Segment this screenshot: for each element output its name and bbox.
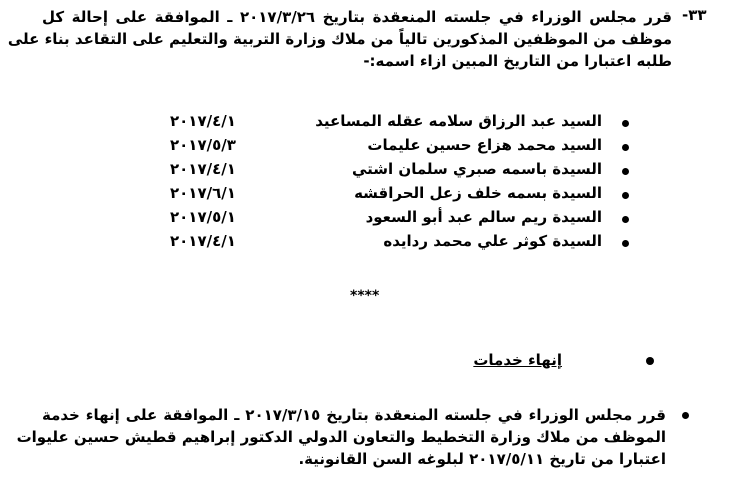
section-line-1: قرر مجلس الوزراء في جلسته المنعقدة بتاريخ ٢٠١٧/٣/١٥ ـ الموافقة على إنهاء خدمة — [42, 406, 666, 424]
section-paragraph — [16, 404, 666, 470]
list-item — [0, 136, 750, 160]
employee-name: السيد عبد الرزاق سلامه عقله المساعيد — [315, 112, 602, 130]
employee-date: ٢٠١٧/٥/١ — [170, 208, 236, 226]
employee-date: ٢٠١٧/٦/١ — [170, 184, 236, 202]
employee-date: ٢٠١٧/٤/١ — [170, 232, 236, 250]
section-line-3: اعتبارا من تاريخ ٢٠١٧/٥/١١ لبلوغه السن القانونية. — [298, 450, 666, 468]
bullet-icon — [622, 192, 629, 199]
bullet-icon — [646, 357, 654, 365]
bullet-icon — [622, 240, 629, 247]
employee-date: ٢٠١٧/٤/١ — [170, 112, 236, 130]
decision-paragraph — [7, 6, 672, 72]
employee-list — [0, 112, 750, 256]
list-item — [0, 184, 750, 208]
list-item — [0, 160, 750, 184]
decision-line-1: قرر مجلس الوزراء في جلسته المنعقدة بتاريخ ٢٠١٧/٣/٢٦ ـ الموافقة على إحالة كل — [42, 8, 672, 26]
employee-date: ٢٠١٧/٤/١ — [170, 160, 236, 178]
list-item — [0, 232, 750, 256]
employee-name: السيدة ريم سالم عبد أبو السعود — [365, 208, 602, 226]
bullet-icon — [622, 144, 629, 151]
decision-line-3: طلبه اعتبارا من التاريخ المبين ازاء اسمه:- — [363, 52, 672, 70]
section-heading — [473, 350, 562, 369]
separator: **** — [350, 288, 380, 304]
employee-date: ٢٠١٧/٥/٣ — [170, 136, 236, 154]
employee-name: السيد محمد هزاع حسين عليمات — [367, 136, 602, 154]
list-item — [0, 112, 750, 136]
employee-name: السيدة كوثر علي محمد ردايده — [383, 232, 602, 250]
decision-number: -٣٣ — [682, 6, 707, 24]
bullet-icon — [622, 120, 629, 127]
bullet-icon — [682, 412, 689, 419]
bullet-icon — [622, 216, 629, 223]
employee-name: السيدة بسمه خلف زعل الحراقشه — [354, 184, 602, 202]
section-title: إنهاء خدمات — [473, 351, 562, 369]
employee-name: السيدة باسمه صبري سلمان اشتي — [352, 160, 602, 178]
decision-line-2: موظف من الموظفين المذكورين تالياً من ملاك وزارة التربية والتعليم على التقاعد بناء على — [7, 30, 672, 48]
bullet-icon — [622, 168, 629, 175]
section-line-2: الموظف من ملاك وزارة التخطيط والتعاون الدولي الدكتور إبراهيم قطيش حسين عليوات — [16, 428, 666, 446]
list-item — [0, 208, 750, 232]
